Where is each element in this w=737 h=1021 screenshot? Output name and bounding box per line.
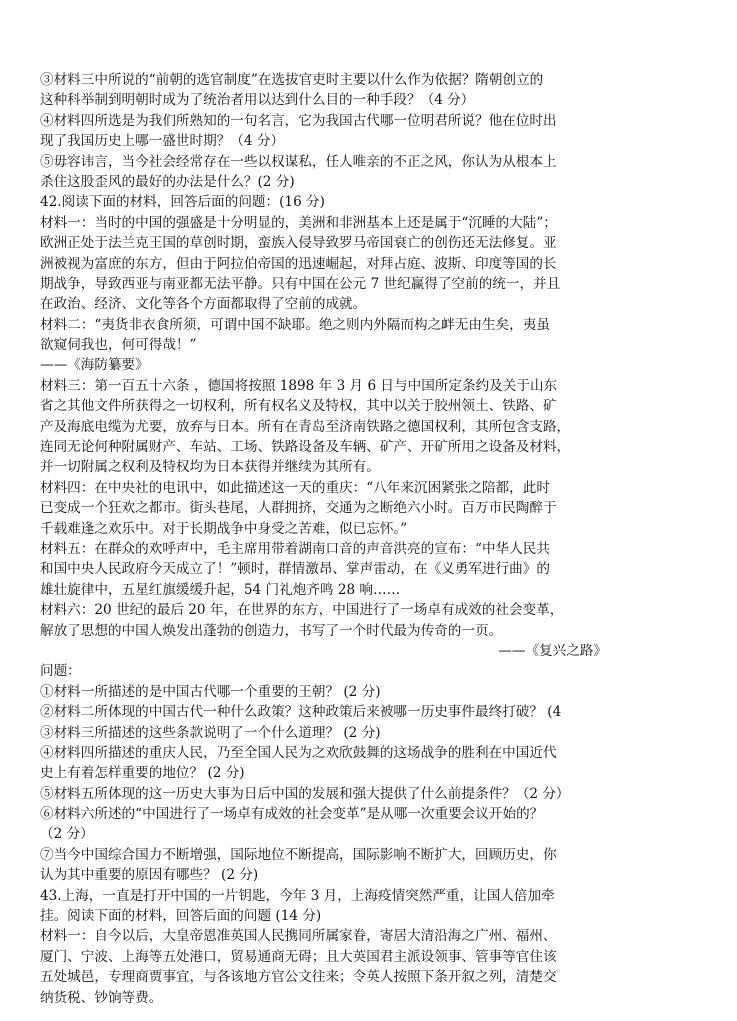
text-line: ⑥材料六所述的“中国进行了一场卓有成效的社会变革”是从哪一次重要会议开始的？ — [40, 806, 544, 823]
text-line: ③材料三所描述的这些条款说明了一个什么道理？ (2 分) — [40, 724, 381, 741]
text-line: 材料一：当时的中国的强盛是十分明显的，美洲和非洲基本上还是属于“沉睡的大陆”； — [40, 214, 557, 231]
text-line: 这种科举制到明朝时成为了统治者用以达到什么目的一种手段？（4 分） — [40, 92, 475, 109]
text-line: ①材料一所描述的是中国古代哪一个重要的王朝？ (2 分) — [40, 683, 381, 700]
text-line: ③材料三中所说的“前朝的选官制度”在选拔官吏时主要以什么作为依据？隋朝创立的 — [40, 72, 544, 88]
text-line: 挂。阅读下面的材料，回答后面的问题 (14 分) — [40, 908, 322, 925]
text-line: ④材料四所描述的重庆人民，乃至全国人民为之欢欣鼓舞的这场战争的胜利在中国近代 — [40, 744, 557, 761]
text-line: 材料四：在中央社的电讯中，如此描述这一天的重庆：“八年来沉困紧张之陪都，此时 — [40, 479, 550, 496]
questions-label: 问题： — [40, 663, 81, 680]
text-line: ④材料四所选是为我们所熟知的一句名言，它为我国古代哪一位明君所说？他在位时出 — [40, 112, 557, 129]
text-line: 已变成一个狂欢之都市。街头巷尾，人群拥挤，交通为之断绝六小时。百万市民陶醉于 — [40, 500, 557, 517]
text-line: 材料六：20 世纪的最后 20 年，在世界的东方，中国进行了一场卓有成效的社会变革， — [40, 602, 564, 619]
text-line: 千载难逢之欢乐中。对于长期战争中身受之苦难，似已忘怀。” — [40, 520, 408, 537]
text-line: ⑤材料五所体现的这一历史大事为日后中国的发展和强大提供了什么前提条件？（2 分） — [40, 785, 570, 802]
text-line: 史上有着怎样重要的地位？ (2 分) — [40, 765, 245, 782]
text-line: （2 分） — [40, 826, 94, 843]
text-line: 五处城邑，专理商贾事宜，与各该地方官公文往来；令英人按照下条开叙之列，清楚交 — [40, 969, 557, 986]
source-citation: ——《海防纂要》 — [40, 357, 149, 374]
text-line: 厦门、宁波、上海等五处港口，贸易通商无碍；且大英国君主派设领事、管事等官住该 — [40, 948, 557, 965]
text-line: 在政治、经济、文化等各个方面都取得了空前的成就。 — [40, 296, 367, 313]
text-line: ⑤毋容讳言，当今社会经常存在一些以权谋私，任人唯亲的不正之风，你认为从根本上 — [40, 153, 557, 170]
text-line: 杀住这股歪风的最好的办法是什么？(2 分) — [40, 173, 295, 190]
text-line: ②材料二所体现的中国古代一种什么政策？这种政策后来被哪一历史事件最终打破？ (4 — [40, 704, 562, 721]
source-citation: ——《复兴之路》 — [498, 642, 607, 659]
text-line: 产及海底电缆为尤要，放弃与日本。所有在青岛至济南铁路之德国权利，其所包含支路， — [40, 418, 571, 435]
text-line: 认为其中重要的原因有哪些？ (2 分) — [40, 867, 259, 884]
text-line: 解放了思想的中国人焕发出蓬勃的创造力，书写了一个时代最为传奇的一页。 — [40, 622, 503, 639]
text-line: 和国中央人民政府今天成立了！”顿时，群情激昂、掌声雷动，在《义勇军进行曲》的 — [40, 561, 550, 578]
text-line: ⑦当今中国综合国力不断增强，国际地位不断提高，国际影响不断扩大，回顾历史，你 — [40, 846, 557, 863]
text-line: 并一切附属之权利及特权均为日本获得并继续为其所有。 — [40, 459, 380, 476]
text-line: 现了我国历史上哪一盛世时期？（4 分） — [40, 133, 285, 150]
text-line: 洲被视为富庶的东方，但由于阿拉伯帝国的迅速崛起，对拜占庭、波斯、印度等国的长 — [40, 255, 557, 272]
text-line: 纳货税、钞饷等费。 — [40, 989, 163, 1006]
question-heading: 42.阅读下面的材料，回答后面的问题：(16 分) — [40, 194, 325, 211]
text-line: 欧洲正处于法兰克王国的草创时期，蛮族入侵导致罗马帝国衰亡的创伤还无法修复。亚 — [40, 235, 557, 252]
text-line: 期战争，导致西亚与南亚都无法平静。只有中国在公元 7 世纪赢得了空前的统一，并且 — [40, 275, 561, 292]
text-line: 连同无论何种附属财产、车站、工场、铁路设备及车辆、矿产、开矿所用之设备及材料， — [40, 439, 571, 456]
text-line: 省之其他文件所获得之一切权利，所有权名义及特权，其中以关于胶州领土、铁路、矿 — [40, 398, 557, 415]
question-heading: 43.上海，一直是打开中国的一片钥匙，今年 3 月，上海疫情突然严重，让国人倍加牵 — [40, 887, 555, 904]
text-line: 材料五：在群众的欢呼声中，毛主席用带着湖南口音的声音洪亮的宣布：“中华人民共 — [40, 540, 550, 557]
text-line: 材料一：自今以后，大皇帝恩准英国人民携同所属家眷，寄居大清沿海之广州、福州、 — [40, 928, 557, 945]
text-line: 欲窥伺我也，何可得哉！” — [40, 337, 197, 354]
text-line: 雄壮旋律中，五星红旗缓缓升起，54 门礼炮齐鸣 28 响…… — [40, 581, 401, 598]
text-line: 材料二：“夷货非衣食所须，可谓中国不缺耶。绝之则内外隔而构之衅无由生矣，夷虽 — [40, 316, 550, 333]
text-line: 材料三：第一百五十六条 ，德国将按照 1898 年 3 月 6 日与中国所定条约及关于山东 — [40, 377, 558, 394]
